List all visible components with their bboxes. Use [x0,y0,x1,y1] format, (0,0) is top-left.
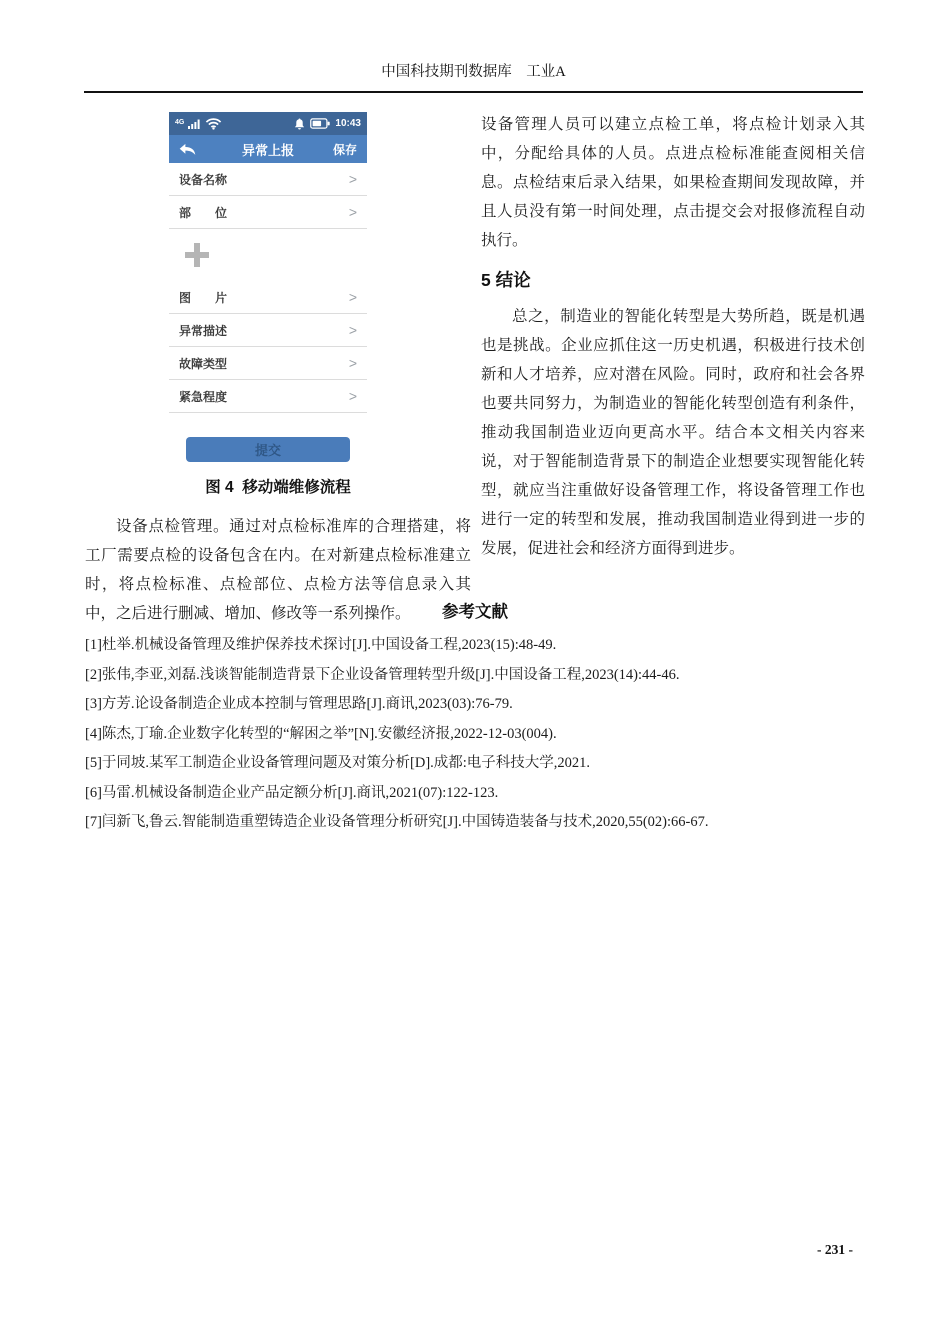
references-section [85,598,865,838]
figure-caption: 图 4 移动端维修流程 [205,479,351,496]
field-row-device-name[interactable] [169,163,367,196]
right-paragraph-2: 总之，制造业的智能化转型是大势所趋，既是机遇也是挑战。企业应抓住这一历史机遇，积极进行技术创新和人才培养，应对潜在风险。同时，政府和社会各界也要共同努力，为制造业的智能化转型创造有利条件，推动我国制造业迈向更高水平。结合本文相关内容来说，对于智能制造背景下的制造企业想要实现智能化转型，就应当注重做好设备管理工作，将设备管理工作也进行一定的转型和发展，推动我国制造业得到进一步的发展，促进社会和经济方面得到进步。 [481,308,865,557]
journal-header: 中国科技期刊数据库 工业A [381,64,566,80]
field-row-fault-type[interactable] [169,347,367,380]
reference-item: [1]杜举.机械设备管理及维护保养技术探讨[J].中国设备工程,2023(15):48-49. [85,637,557,653]
chevron-right-icon: > [348,289,357,305]
right-paragraph-1: 设备管理人员可以建立点检工单，将点检计划录入其中，分配给具体的人员。点进点检标准能查阅相关信息。点检结束后录入结果，如果检查期间发现故障，并且人员没有第一时间处理，点击提交会对报修流程自动执行。 [481,116,865,249]
reference-item: [3]方芳.论设备制造企业成本控制与管理思路[J].商讯,2023(03):76-79. [85,696,513,712]
chevron-right-icon: > [348,355,357,371]
reference-item: [6]马雷.机械设备制造企业产品定额分析[J].商讯,2021(07):122-123. [85,784,499,801]
right-column [481,110,865,563]
chevron-right-icon: > [348,388,357,404]
chevron-right-icon: > [348,204,357,220]
left-paragraph: 设备点检管理。通过对点检标准库的合理搭建，将工厂需要点检的设备包含在内。在对新建点检标准建立时，将点检标准、点检部位、点检方法等信息录入其中，之后进行删减、增加、修改等一系列操作。 [85,518,471,622]
battery-icon [310,118,330,129]
field-label: 故障类型 [179,356,228,371]
field-label: 设备名称 [179,172,228,187]
phone-status-bar [169,112,367,135]
field-row-part[interactable] [169,196,367,229]
conclusion-heading: 5 结论 [481,270,531,290]
field-label: 部 位 [179,205,228,220]
field-row-urgency[interactable] [169,380,367,413]
field-label: 图 片 [179,290,228,305]
reference-item: [7]闫新飞,鲁云.智能制造重塑铸造企业设备管理分析研究[J].中国铸造装备与技术,2020,55(02):66-67. [85,814,709,830]
chevron-right-icon: > [348,322,357,338]
save-button[interactable]: 保存 [332,142,357,157]
reference-item: [2]张伟,李亚,刘磊.浅谈智能制造背景下企业设备管理转型升级[J].中国设备工程,2023(14):44-46. [85,666,680,683]
status-right-group [294,118,361,130]
field-row-abnormal-description[interactable] [169,314,367,347]
field-label: 紧急程度 [179,389,228,404]
header-rule [84,91,863,93]
signal-icon [188,118,201,130]
reference-item: [5]于同坡.某军工制造企业设备管理问题及对策分析[D].成都:电子科技大学,2021. [85,755,591,771]
bell-icon [294,118,305,130]
submit-button[interactable]: 提交 [186,437,350,462]
status-left-group [175,117,222,130]
field-row-picture[interactable] [169,281,367,314]
photo-upload-area[interactable] [169,229,367,281]
back-button[interactable] [179,143,196,156]
screen-title: 异常上报 [241,142,294,158]
reference-item: [4]陈杰,丁瑜.企业数字化转型的“解困之举”[N].安徽经济报,2022-12-03(004). [85,725,557,742]
add-photo-plus-icon[interactable] [185,243,209,267]
left-column [85,112,471,628]
phone-nav-bar [169,135,367,163]
references-heading: 参考文献 [442,603,508,621]
page-number: - 231 - [817,1242,853,1257]
network-type-label: 4G [175,119,185,126]
back-arrow-icon [179,143,196,156]
mobile-app-screenshot [169,112,367,462]
clock-label: 10:43 [335,118,361,129]
field-label: 异常描述 [179,323,228,338]
wifi-icon [205,117,222,130]
chevron-right-icon: > [348,171,357,187]
